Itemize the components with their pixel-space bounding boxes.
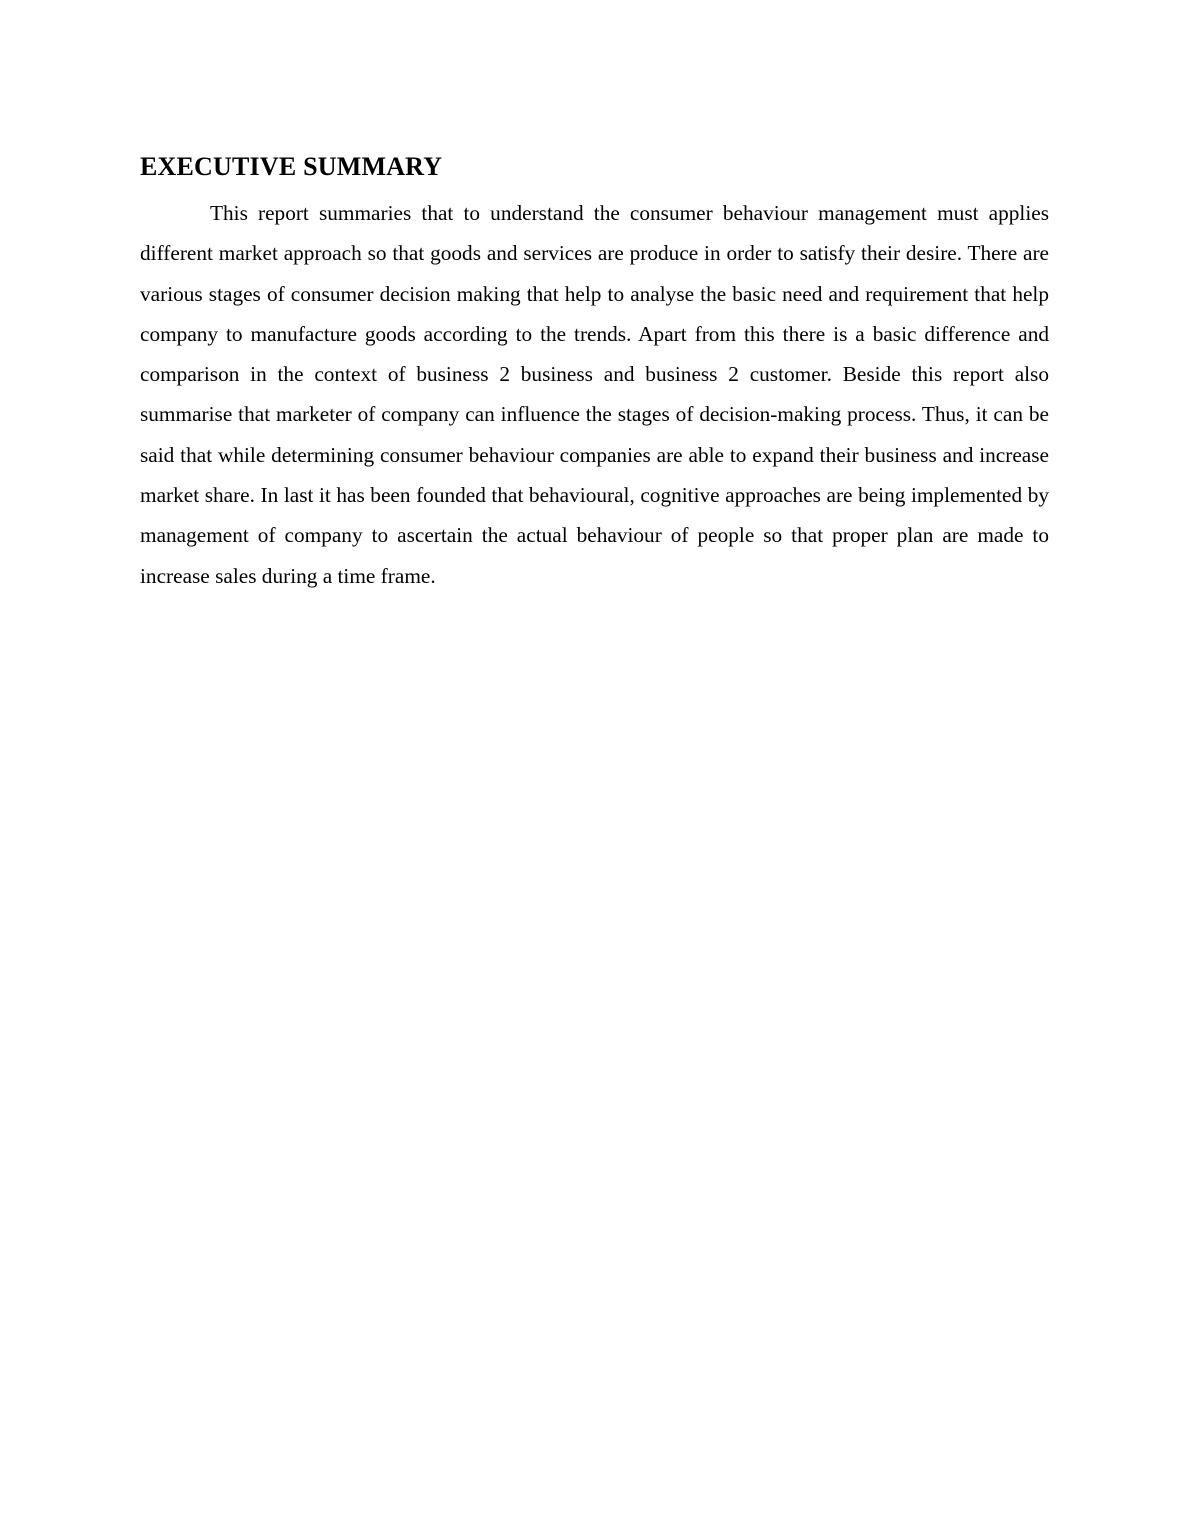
page-content (140, 150, 1049, 596)
section-heading: EXECUTIVE SUMMARY (140, 152, 443, 181)
summary-paragraph: This report summaries that to understand the consumer behaviour management must applies different market approach so that goods and services are produce in order to satisfy their desire. There are various stages of consumer decision making that help to analyse the basic need and requirement that help company to manufacture goods according to the trends. Apart from this there is a basic difference and comparison in the context of business 2 business and business 2 customer. Beside this report also summarise that marketer of company can influence the stages of decision-making process. Thus, it can be said that while determining consumer behaviour companies are able to expand their business and increase market share. In last it has been founded that behavioural, cognitive approaches are being implemented by management of company to ascertain the actual behaviour of people so that proper plan are made to increase sales during a time frame. (140, 201, 1049, 588)
